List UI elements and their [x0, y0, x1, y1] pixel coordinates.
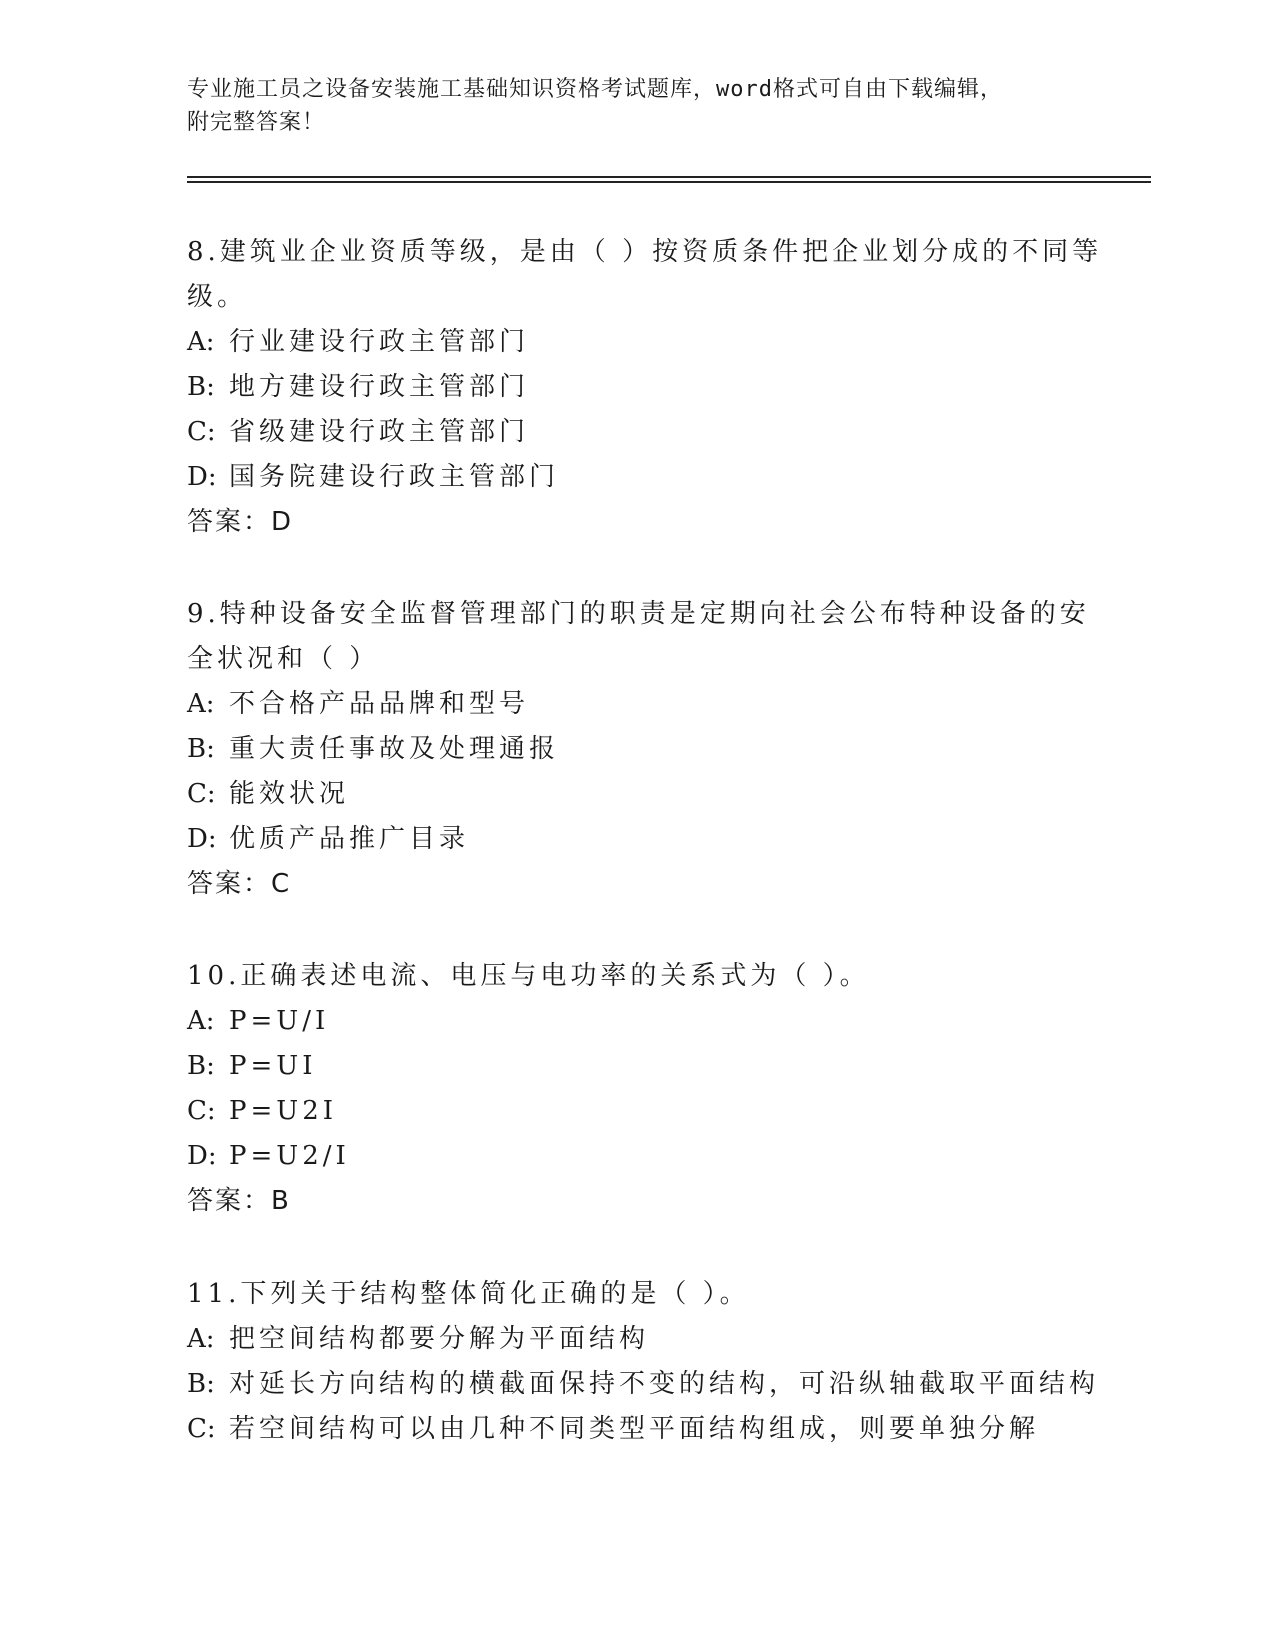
- option-text: P=U/I: [229, 1006, 330, 1036]
- option-letter: C:: [187, 417, 216, 447]
- option-letter: B:: [187, 372, 215, 402]
- option-text: P=U2/I: [229, 1141, 350, 1171]
- option-letter: D:: [187, 1141, 217, 1171]
- option-letter: B:: [187, 734, 215, 764]
- option-a: [187, 1317, 1107, 1362]
- header-line-2: 附完整答案！: [187, 110, 326, 135]
- option-letter: B:: [187, 1051, 215, 1081]
- option-c: [187, 410, 1107, 455]
- option-letter: D:: [187, 462, 217, 492]
- option-letter: A:: [187, 689, 215, 719]
- option-b: [187, 1362, 1107, 1407]
- option-text: 对延长方向结构的横截面保持不变的结构，可沿纵轴截取平面结构: [229, 1369, 1100, 1399]
- question-10: [187, 954, 1107, 1224]
- option-a: [187, 320, 1107, 365]
- option-a: [187, 999, 1107, 1044]
- option-letter: D:: [187, 824, 217, 854]
- option-letter: C:: [187, 1096, 216, 1126]
- question-9: [187, 592, 1107, 907]
- question-stem: 9.特种设备安全监督管理部门的职责是定期向社会公布特种设备的安全状况和（ ）: [187, 599, 1090, 674]
- option-d: [187, 455, 1107, 500]
- option-text: 不合格产品品牌和型号: [229, 689, 530, 719]
- option-text: 省级建设行政主管部门: [229, 417, 530, 447]
- option-text: P=UI: [229, 1051, 317, 1081]
- option-b: [187, 1044, 1107, 1089]
- question-stem: 10.正确表述电流、电压与电功率的关系式为（ ）。: [187, 961, 870, 991]
- option-d: [187, 817, 1107, 862]
- option-letter: C:: [187, 779, 216, 809]
- header-line-1: 专业施工员之设备安装施工基础知识资格考试题库，word格式可自由下载编辑，: [187, 77, 1003, 102]
- option-text: P=U2I: [229, 1096, 338, 1126]
- answer-label: 答案：D: [187, 507, 294, 537]
- option-text: 优质产品推广目录: [229, 824, 470, 854]
- header-divider-bottom: [187, 181, 1151, 183]
- option-b: [187, 365, 1107, 410]
- header-divider-top: [187, 176, 1151, 178]
- option-letter: A:: [187, 1006, 215, 1036]
- option-text: 国务院建设行政主管部门: [229, 462, 560, 492]
- answer-label: 答案：C: [187, 869, 292, 899]
- option-a: [187, 682, 1107, 727]
- option-text: 把空间结构都要分解为平面结构: [229, 1324, 650, 1354]
- question-8: [187, 230, 1107, 545]
- question-11: [187, 1272, 1107, 1452]
- question-stem: 8.建筑业企业资质等级，是由（ ）按资质条件把企业划分成的不同等级。: [187, 237, 1103, 312]
- option-letter: B:: [187, 1369, 215, 1399]
- option-letter: C:: [187, 1414, 216, 1444]
- answer-label: 答案：B: [187, 1186, 291, 1216]
- option-text: 若空间结构可以由几种不同类型平面结构组成，则要单独分解: [229, 1414, 1040, 1444]
- option-c: [187, 772, 1107, 817]
- option-letter: A:: [187, 327, 215, 357]
- document-header: [187, 73, 1087, 139]
- option-text: 重大责任事故及处理通报: [229, 734, 560, 764]
- option-text: 行业建设行政主管部门: [229, 327, 530, 357]
- option-letter: A:: [187, 1324, 215, 1354]
- option-d: [187, 1134, 1107, 1179]
- question-stem: 11.下列关于结构整体简化正确的是（ ）。: [187, 1279, 750, 1309]
- option-c: [187, 1407, 1107, 1452]
- option-text: 能效状况: [229, 779, 350, 809]
- option-b: [187, 727, 1107, 772]
- option-text: 地方建设行政主管部门: [229, 372, 530, 402]
- option-c: [187, 1089, 1107, 1134]
